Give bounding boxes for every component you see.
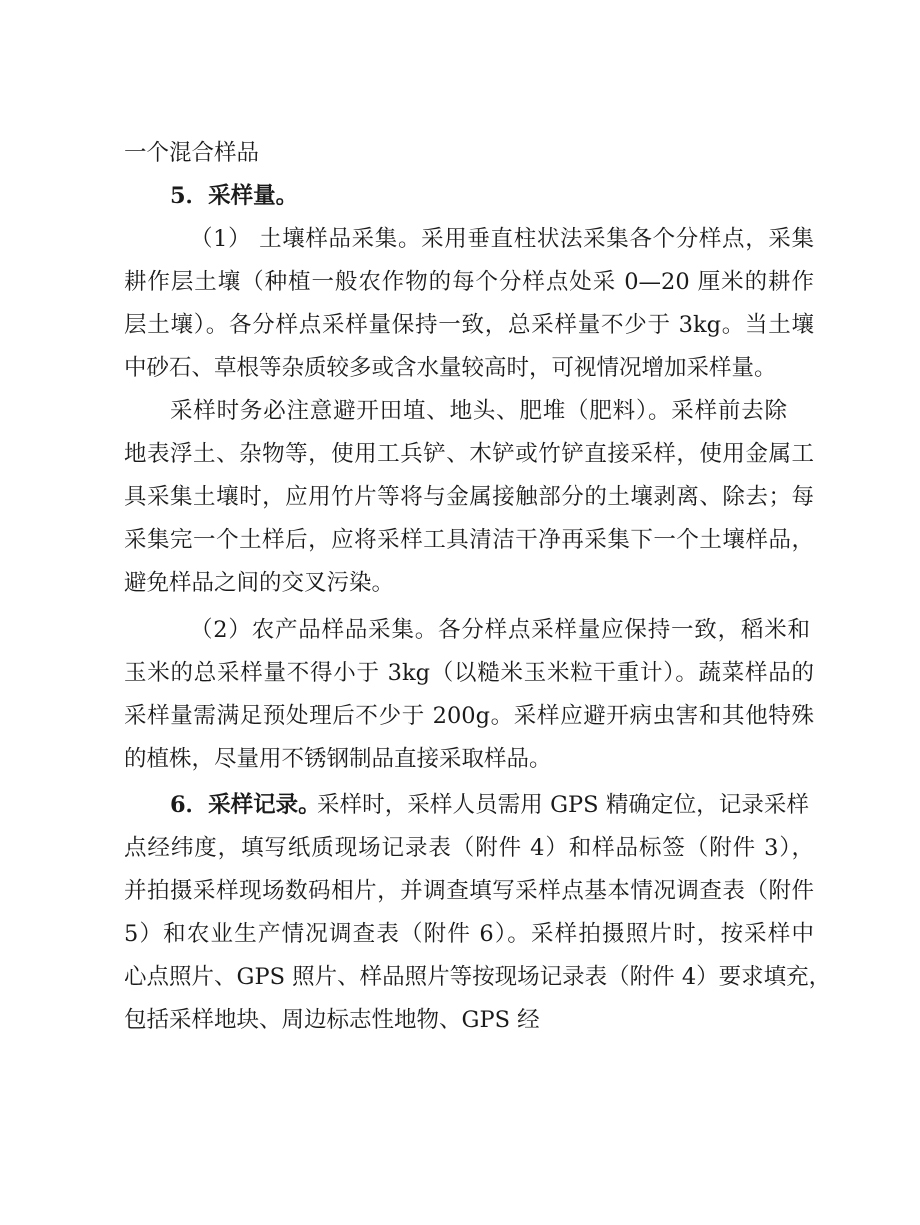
section-heading-sampling-record: 6．采样记录。 <box>170 792 321 818</box>
text-line-continuation: 一个混合样品 <box>124 140 260 166</box>
paragraph-record-line-6: 包括采样地块、周边标志性地物、GPS 经 <box>124 1007 540 1033</box>
paragraph-record-line-4: 5）和农业生产情况调查表（附件 6）。采样拍摄照片时，按采样中 <box>124 921 814 947</box>
paragraph-soil-line-4: 中砂石、草根等杂质较多或含水量较高时，可视情况增加采样量。 <box>124 355 777 381</box>
paragraph-produce-line-1: （2）农产品样品采集。各分样点采样量应保持一致，稻米和 <box>190 617 810 643</box>
paragraph-record-line-2: 点经纬度，填写纸质现场记录表（附件 4）和样品标签（附件 3）， <box>124 835 814 861</box>
paragraph-produce-line-4: 的植株，尽量用不锈钢制品直接采取样品。 <box>124 746 552 772</box>
section-heading-sampling-amount: 5．采样量。 <box>170 183 299 209</box>
paragraph-caution-line-2: 地表浮土、杂物等，使用工兵铲、木铲或竹铲直接采样，使用金属工 <box>124 441 814 467</box>
paragraph-record-line-1: 采样时，采样人员需用 GPS 精确定位，记录采样 <box>317 792 809 818</box>
paragraph-soil-line-1: （1） 土壤样品采集。采用垂直柱状法采集各个分样点，采集 <box>190 226 814 252</box>
paragraph-caution-line-3: 具采集土壤时，应用竹片等将与金属接触部分的土壤剥离、除去；每 <box>124 484 814 510</box>
paragraph-caution-line-1: 采样时务必注意避开田埴、地头、肥堆（肥料）。采样前去除 <box>170 398 787 424</box>
paragraph-produce-line-3: 采样量需满足预处理后不少于 200g。采样应避开病虫害和其他特殊 <box>124 703 814 729</box>
paragraph-soil-line-3: 层土壤）。各分样点采样量保持一致，总采样量不少于 3kg。当土壤 <box>124 312 814 338</box>
paragraph-caution-line-5: 避免样品之间的交叉污染。 <box>124 570 395 596</box>
paragraph-caution-line-4: 采集完一个土样后，应将采样工具清洁干净再采集下一个土壤样品， <box>124 527 814 553</box>
paragraph-record-line-3: 并拍摄采样现场数码相片，并调查填写采样点基本情况调查表（附件 <box>124 878 814 904</box>
paragraph-produce-line-2: 玉米的总采样量不得小于 3kg（以糙米玉米粒干重计）。蔬菜样品的 <box>124 660 814 686</box>
paragraph-record-line-5: 心点照片、GPS 照片、样品照片等按现场记录表（附件 4）要求填充， <box>124 964 832 990</box>
paragraph-soil-line-2: 耕作层土壤（种植一般农作物的每个分样点处采 0—20 厘米的耕作 <box>124 269 814 295</box>
